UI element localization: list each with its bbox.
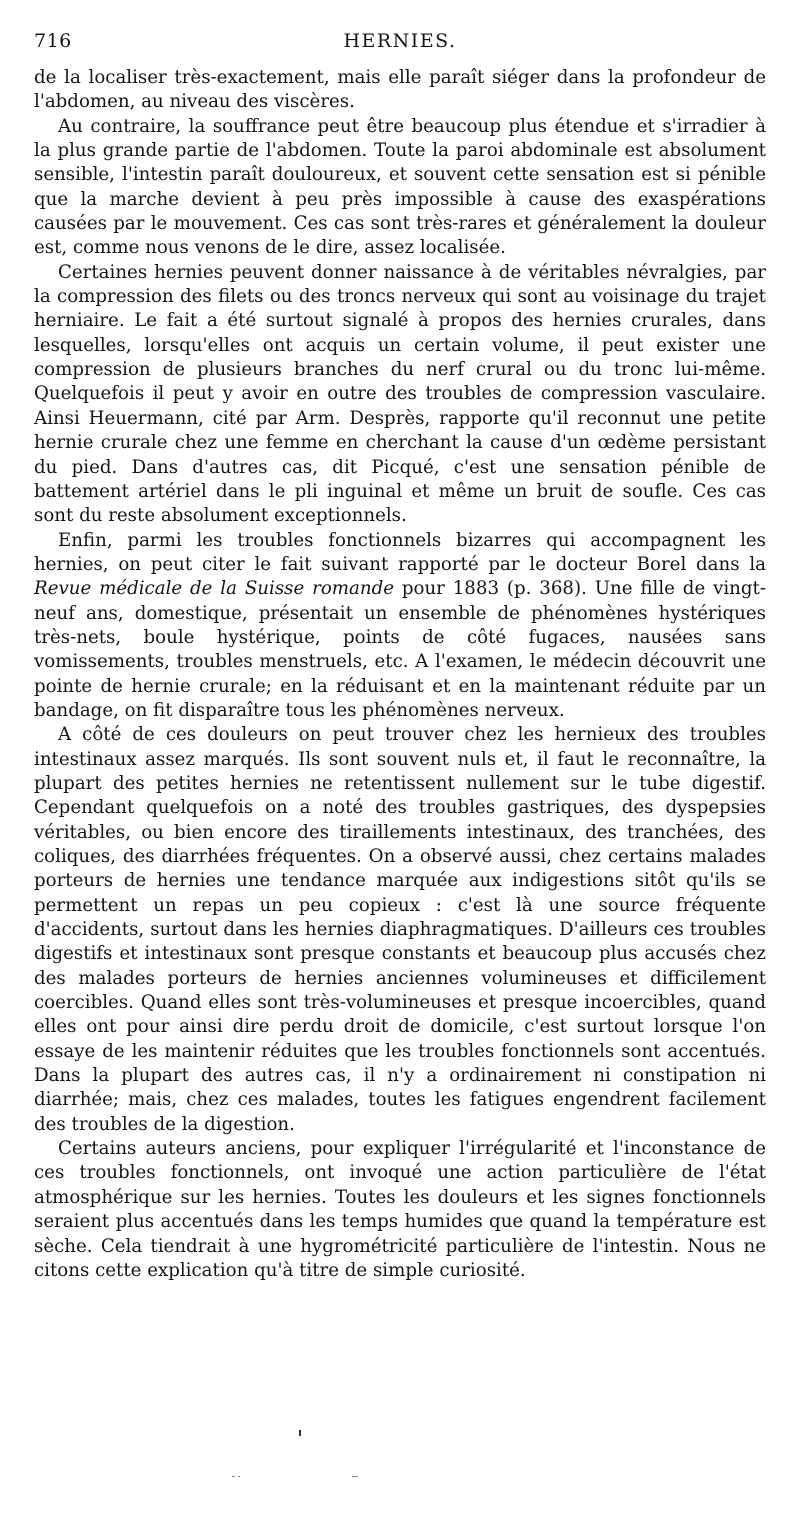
running-title: HERNIES.: [343, 30, 457, 52]
ink-speck: [299, 1430, 301, 1436]
paragraph-4-text-after: pour 1883 (p. 368). Une fille de vingt-neuf ans, domestique, présentait un ensemble de phénomènes hystériques très-nets, boule hystérique, points de côté fugaces, nausées sans vomissements, troubles menstruels, etc. A l'examen, le médecin découvrit une pointe de hernie crurale; en la réduisant et en la maintenant réduite par un bandage, on fit disparaître tous les phénomènes nerveux.: [34, 578, 766, 721]
paragraph-5: A côté de ces douleurs on peut trouver chez les herniеux des troubles intestinaux assez marqués. Ils sont souvent nuls et, il faut le reconnaître, la plupart des petites hernies ne retentissent nullement sur le tube digestif. Cependant quelquefois on a noté des troubles gastriques, des dyspepsies véritables, ou bien encore des tiraillements intestinaux, des tranchées, des coliques, des diarrhées fréquentes. On a observé aussi, chez certains malades porteurs de hernies une tendance marquée aux indigestions sitôt qu'ils se permettent un repas un peu copieux : c'est là une source fréquente d'accidents, surtout dans les hernies diaphragmatiques. D'ailleurs ces troubles digestifs et intestinaux sont presque constants et beaucoup plus accusés chez des malades porteurs de hernies anciennes volumineuses et difficilement coercibles. Quand elles sont très-volumineuses et presque incoercibles, quand elles ont pour ainsi dire perdu droit de domicile, c'est surtout lorsque l'on essaye de les maintenir réduites que les troubles fonctionnels sont accentués. Dans la plupart des autres cas, il n'y a ordinairement ni constipation ni diarrhée; mais, chez ces malades, toutes les fatigues engendrent facilement des troubles de la digestion.: [34, 724, 766, 1135]
paragraph-4-text-before: Enfin, parmi les troubles fonctionnels bizarres qui accompagnent les hernies, on peut citer le fait suivant rapporté par le docteur Borel dans la: [34, 529, 766, 575]
ink-speck: [238, 1476, 240, 1477]
paragraph-6: Certains auteurs anciens, pour expliquer l'irrégularité et l'inconstance de ces troubles fonctionnels, ont invoqué une action particulière de l'état atmosphérique sur les hernies. Toutes les douleurs et les signes fonctionnels seraient plus accentués dans les temps humides que quand la température est sèche. Cela tiendrait à une hygrométricité particulière de l'intestin. Nous ne citons cette explication qu'à titre de simple curiosité.: [34, 1138, 766, 1281]
paragraph-3: Certaines hernies peuvent donner naissance à de véritables névralgies, par la compression des filets ou des troncs nerveux qui sont au voisinage du trajet herniaire. Le fait a été surtout signalé à propos des hernies crurales, dans lesquelles, lorsqu'elles ont acquis un certain volume, il peut exister une compression de plusieurs branches du nerf crural ou du tronc lui-même. Quelquefois il peut y avoir en outre des troubles de compression vasculaire. Ainsi Heuermann, cité par Arm. Desprès, rapporte qu'il reconnut une petite hernie crurale chez une femme en cherchant la cause d'un œdème persistant du pied. Dans d'autres cas, dit Picqué, c'est une sensation pénible de battement artériel dans le pli inguinal et même un bruit de soufle. Ces cas sont du reste absolument exceptionnels.: [34, 261, 766, 527]
ink-speck: [352, 1476, 358, 1477]
paragraph-1: de la localiser très-exactement, mais elle paraît siéger dans la profondeur de l'abdomen, au niveau des viscères.: [34, 67, 766, 113]
journal-title: Revue médicale de la Suisse romande: [34, 578, 394, 600]
page-number: 716: [34, 30, 72, 52]
paragraph-2: Au contraire, la souffrance peut être beaucoup plus étendue et s'irradier à la plus grande partie de l'abdomen. Toute la paroi abdominale est absolument sensible, l'intestin paraît douloureux, et souvent cette sensation est si pénible que la marche devient à peu près impossible à cause des exaspérations causées par le mouvement. Ces cas sont très-rares et généralement la douleur est, comme nous venons de le dire, assez localisée.: [34, 115, 766, 259]
ink-speck: [232, 1476, 235, 1477]
